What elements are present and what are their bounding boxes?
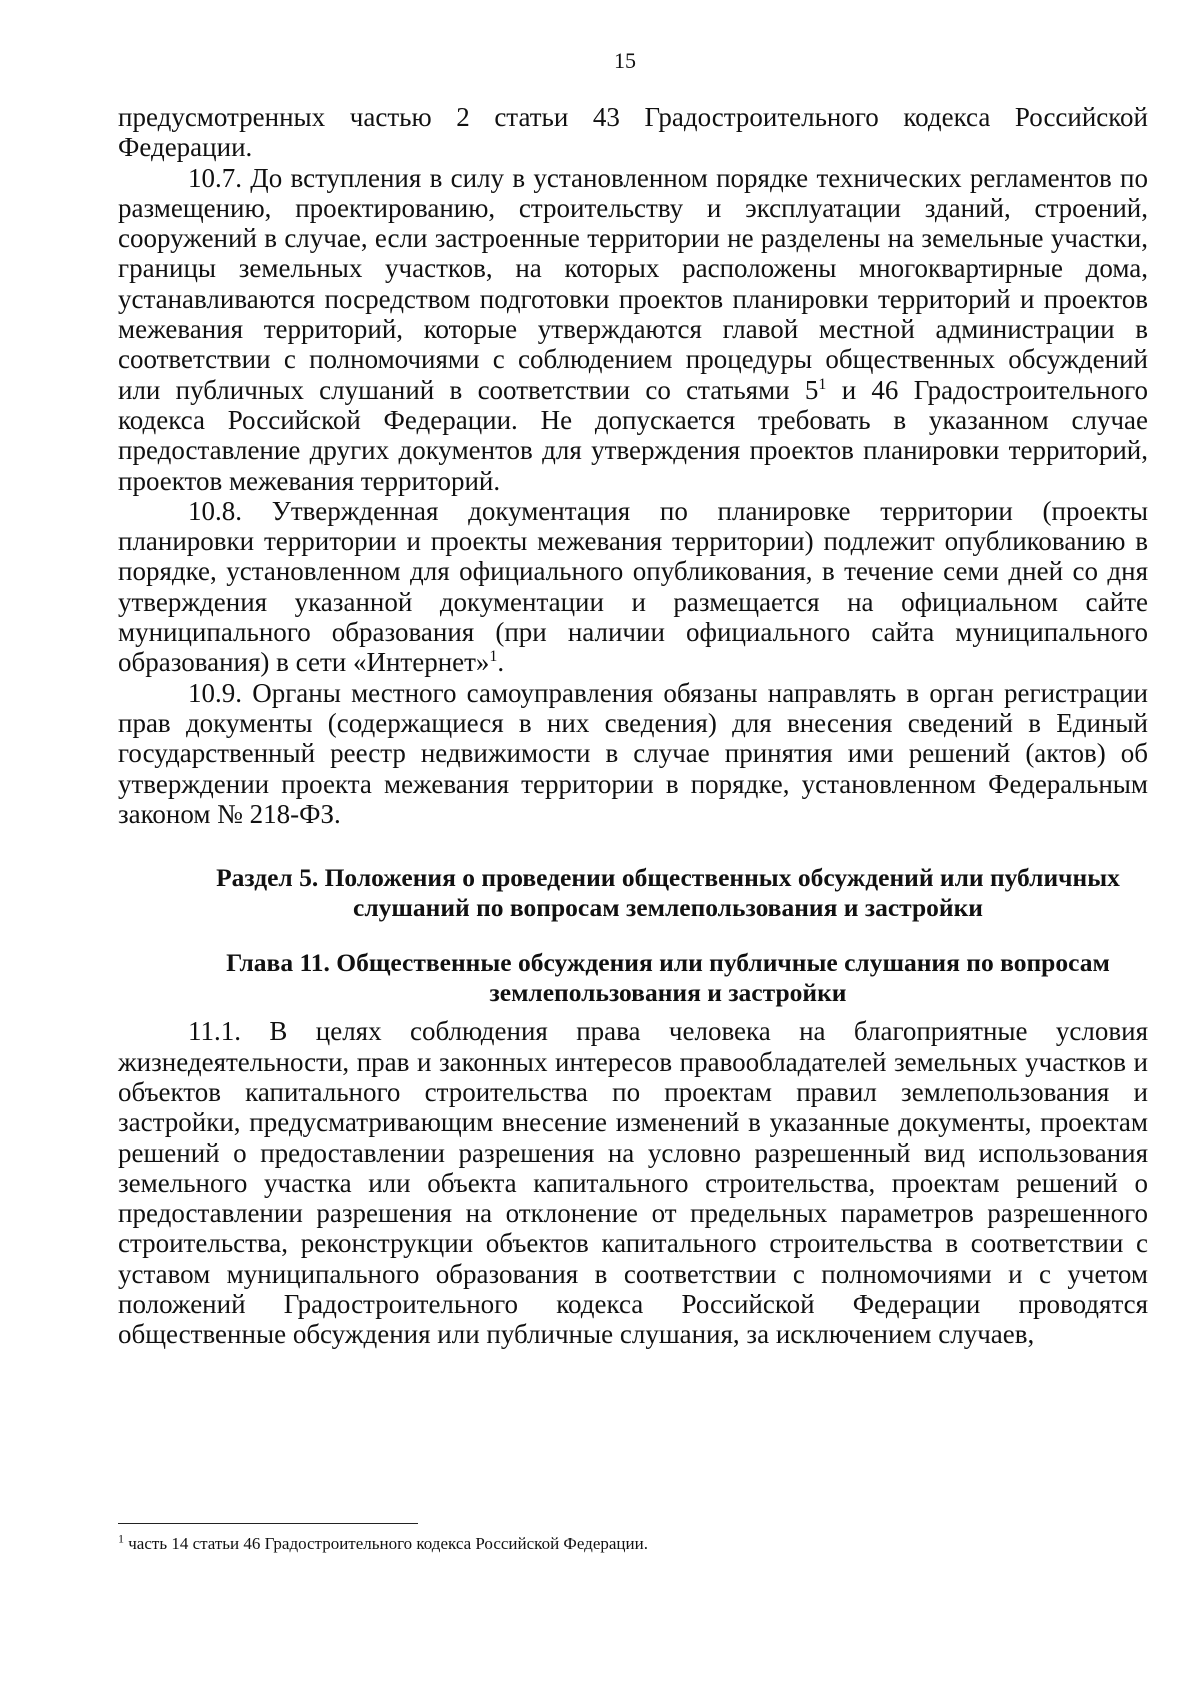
- paragraph-10-9: [118, 678, 1148, 829]
- paragraph-text: 10.8. Утвержденная документация по планировке территории (проекты планировки территории и проекты межевания территории) подлежит опубликованию в порядке, установленном для официального опубликования, в течение семи дней со дня утверждения указанной документации и размещается на официальном сайте муниципального образования (при наличии официального сайта муниципального образования) в сети «Интернет»: [118, 495, 1148, 678]
- paragraph-text: .: [497, 647, 505, 678]
- section-heading: Раздел 5. Положения о проведении общественных обсуждений или публичных слушаний по вопросам землепользования и застройки: [216, 863, 1120, 923]
- paragraph-text: предусмотренных частью 2 статьи 43 Градостроительного кодекса Российской Федерации.: [118, 102, 1148, 163]
- paragraph-11-1: [118, 1016, 1148, 1349]
- paragraph-text: и 46 Градостроительного кодекса Российской Федерации. Не допускается требовать в указанном случае предоставление других документов для утверждения проектов планировки территорий, проектов межевания территорий.: [118, 374, 1148, 496]
- paragraph-continuation: [118, 102, 1148, 163]
- paragraph-10-7: [118, 163, 1148, 496]
- chapter-heading: Глава 11. Общественные обсуждения или публичные слушания по вопросам землепользования и застройки: [226, 947, 1110, 1008]
- paragraph-10-8: [118, 496, 1148, 678]
- page-number: 15: [614, 48, 636, 73]
- footnote-ref: 1: [818, 375, 827, 393]
- footnote: [118, 1533, 1148, 1555]
- footnote-marker: 1: [118, 1531, 124, 1546]
- footnote-text: часть 14 статьи 46 Градостроительного кодекса Российской Федерации.: [128, 1534, 648, 1553]
- footnote-separator: [118, 1523, 418, 1524]
- paragraph-text: 11.1. В целях соблюдения права человека на благоприятные условия жизнедеятельности, прав и законных интересов правообладателей земельных участков и объектов капитального строительства по проектам правил землепользования и застройки, предусматривающим внесение изменений в указанные документы, проектам решений о предоставлении разрешения на условно разрешенный вид использования земельного участка или объекта капитального строительства, проектам решений о предоставлении разрешения на отклонение от предельных параметров разрешенного строительства, реконструкции объектов капитального строительства в соответствии с уставом муниципального образования в соответствии с полномочиями и с учетом положений Градостроительного кодекса Российской Федерации проводятся общественные обсуждения или публичные слушания, за исключением случаев,: [118, 1016, 1148, 1350]
- footnote-ref: 1: [489, 648, 498, 666]
- paragraph-text: 10.9. Органы местного самоуправления обязаны направлять в орган регистрации прав документы (содержащиеся в них сведения) для внесения сведений в Единый государственный реестр недвижимости в случае принятия ими решений (актов) об утверждении проекта межевания территории в порядке, установленном Федеральным законом № 218-ФЗ.: [118, 677, 1148, 829]
- paragraph-text: 10.7. До вступления в силу в установленном порядке технических регламентов по размещению, проектированию, строительству и эксплуатации зданий, строений, сооружений в случае, если застроенные территории не разделены на земельные участки, границы земельных участков, на которых расположены многоквартирные дома, устанавливаются посредством подготовки проектов планировки территорий и проектов межевания территорий, которые утверждаются главой местной администрации в соответствии с полномочиями с соблюдением процедуры общественных обсуждений или публичных слушаний в соответствии со статьями 5: [118, 162, 1148, 405]
- document-body: [118, 102, 1148, 1350]
